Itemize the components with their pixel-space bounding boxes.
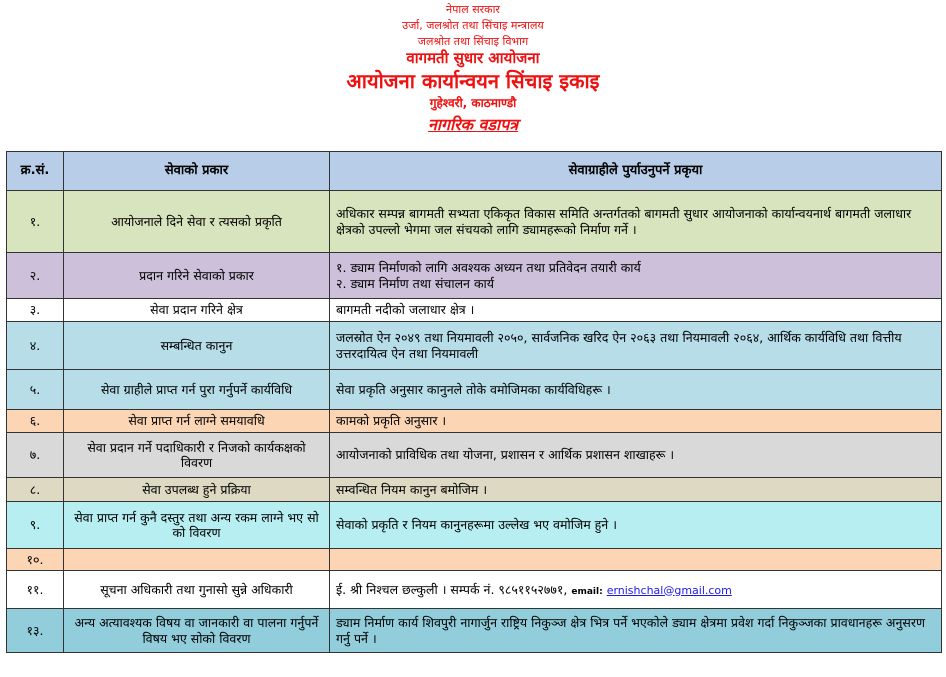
table-row [7, 370, 942, 410]
row-serial: ११. [7, 571, 64, 609]
row-procedure: जलस्रोत ऐन २०४९ तथा नियमावली २०५०, सार्वजनिक खरिद ऐन २०६३ तथा नियमावली २०६४, आर्थिक कार्यविधि तथा वित्तीय उत्तरदायित्व ऐन तथा नियमावली [330, 322, 942, 370]
row-procedure: अधिकार सम्पन्न बागमती सभ्यता एकिकृत विकास समिति अन्तर्गतको बागमती सुधार आयोजनाको कार्यान्वयनार्थ बागमती जलाधार क्षेत्रको उपल्लो भेगमा जल संचयको लागि ड्यामहरूको निर्माण गर्ने । [330, 191, 942, 253]
row-service-type [64, 549, 330, 571]
table-row [7, 502, 942, 549]
column-header-procedure: सेवाग्राहीले पुर्याउनुपर्ने प्रकृया [330, 152, 942, 191]
table-row [7, 609, 942, 653]
page-title: नागरिक वडापत्र [427, 115, 519, 134]
project-name: वागमती सुधार आयोजना [406, 49, 540, 67]
department-name: जलश्रोत तथा सिंचाइ विभाग [417, 35, 529, 48]
table-row [7, 571, 942, 609]
row-procedure [330, 253, 942, 299]
row-procedure: सेवाको प्रकृति र नियम कानुनहरूमा उल्लेख भए वमोजिम हुने । [330, 502, 942, 549]
email-label: email: [571, 586, 603, 597]
row-serial: ३. [7, 299, 64, 322]
row-serial: ९. [7, 502, 64, 549]
row-serial: २. [7, 253, 64, 299]
table-row [7, 433, 942, 478]
row-procedure [330, 571, 942, 609]
ministry-name: उर्जा, जलश्रोत तथा सिंचाइ मन्त्रालय [402, 19, 544, 32]
table-row [7, 253, 942, 299]
government-name: नेपाल सरकार [446, 3, 500, 16]
table-row [7, 478, 942, 502]
procedure-line-1: १. ड्याम निर्माणको लागि अवश्यक अध्यन तथा प्रतिवेदन तयारी कार्य [336, 260, 641, 276]
location: गुहेश्वरी, काठमाण्डौ [429, 96, 517, 110]
row-procedure [330, 549, 942, 571]
row-serial: १०. [7, 549, 64, 571]
row-service-type: सेवा प्राप्त गर्न लाग्ने समयावधि [64, 410, 330, 433]
email-link[interactable]: ernishchal@gmail.com [606, 583, 732, 597]
row-procedure: ड्याम निर्माण कार्य शिवपुरी नागार्जुन राष्ट्रिय निकुञ्ज क्षेत्र भित्र पर्ने भएकोले ड्याम क्षेत्रमा प्रवेश गर्दा निकुञ्जका प्रावधानहरू अनुसरण गर्नु पर्ने । [330, 609, 942, 653]
row-serial: १. [7, 191, 64, 253]
row-serial: ८. [7, 478, 64, 502]
citizen-charter-table [6, 151, 942, 653]
row-service-type: सेवा उपलब्ध हुने प्रक्रिया [64, 478, 330, 502]
row-service-type: आयोजनाले दिने सेवा र त्यसको प्रकृति [64, 191, 330, 253]
row-procedure: आयोजनाको प्राविधिक तथा योजना, प्रशासन र आर्थिक प्रशासन शाखाहरू । [330, 433, 942, 478]
row-service-type: अन्य अत्यावश्यक विषय वा जानकारी वा पालना गर्नुपर्ने विषय भए सोको विवरण [64, 609, 330, 653]
procedure-line-2: २. ड्याम निर्माण तथा संचालन कार्य [336, 275, 495, 291]
table-row [7, 191, 942, 253]
table-row [7, 299, 942, 322]
table-header-row [7, 152, 942, 191]
row-service-type: प्रदान गरिने सेवाको प्रकार [64, 253, 330, 299]
contact-info: ई. श्री निश्चल छल्कुली । सम्पर्क नं. ९८५११५२७७१, [336, 581, 568, 597]
column-header-service-type: सेवाको प्रकार [64, 152, 330, 191]
row-procedure: कामको प्रकृति अनुसार । [330, 410, 942, 433]
row-procedure: बागमती नदीको जलाधार क्षेत्र । [330, 299, 942, 322]
row-service-type: सम्बन्धित कानुन [64, 322, 330, 370]
table-row [7, 549, 942, 571]
column-header-serial: क्र.सं. [7, 152, 64, 191]
row-serial: ५. [7, 370, 64, 410]
row-serial: ४. [7, 322, 64, 370]
row-serial: १३. [7, 609, 64, 653]
table-row [7, 322, 942, 370]
row-service-type: सूचना अधिकारी तथा गुनासो सुन्ने अधिकारी [64, 571, 330, 609]
row-procedure: सम्वन्धित नियम कानुन बमोजिम । [330, 478, 942, 502]
row-procedure: सेवा प्रकृति अनुसार कानुनले तोके वमोजिमका कार्यविधिहरू । [330, 370, 942, 410]
row-serial: ६. [7, 410, 64, 433]
unit-name: आयोजना कार्यान्वयन सिंचाइ इकाइ [346, 69, 600, 93]
row-service-type: सेवा ग्राहीले प्राप्त गर्न पुरा गर्नुपर्ने कार्यविधि [64, 370, 330, 410]
row-serial: ७. [7, 433, 64, 478]
row-service-type: सेवा प्राप्त गर्न कुनै दस्तुर तथा अन्य रकम लाग्ने भए सो को विवरण [64, 502, 330, 549]
row-service-type: सेवा प्रदान गर्ने पदाधिकारी र निजको कार्यकक्षको विवरण [64, 433, 330, 478]
row-service-type: सेवा प्रदान गरिने क्षेत्र [64, 299, 330, 322]
table-row [7, 410, 942, 433]
